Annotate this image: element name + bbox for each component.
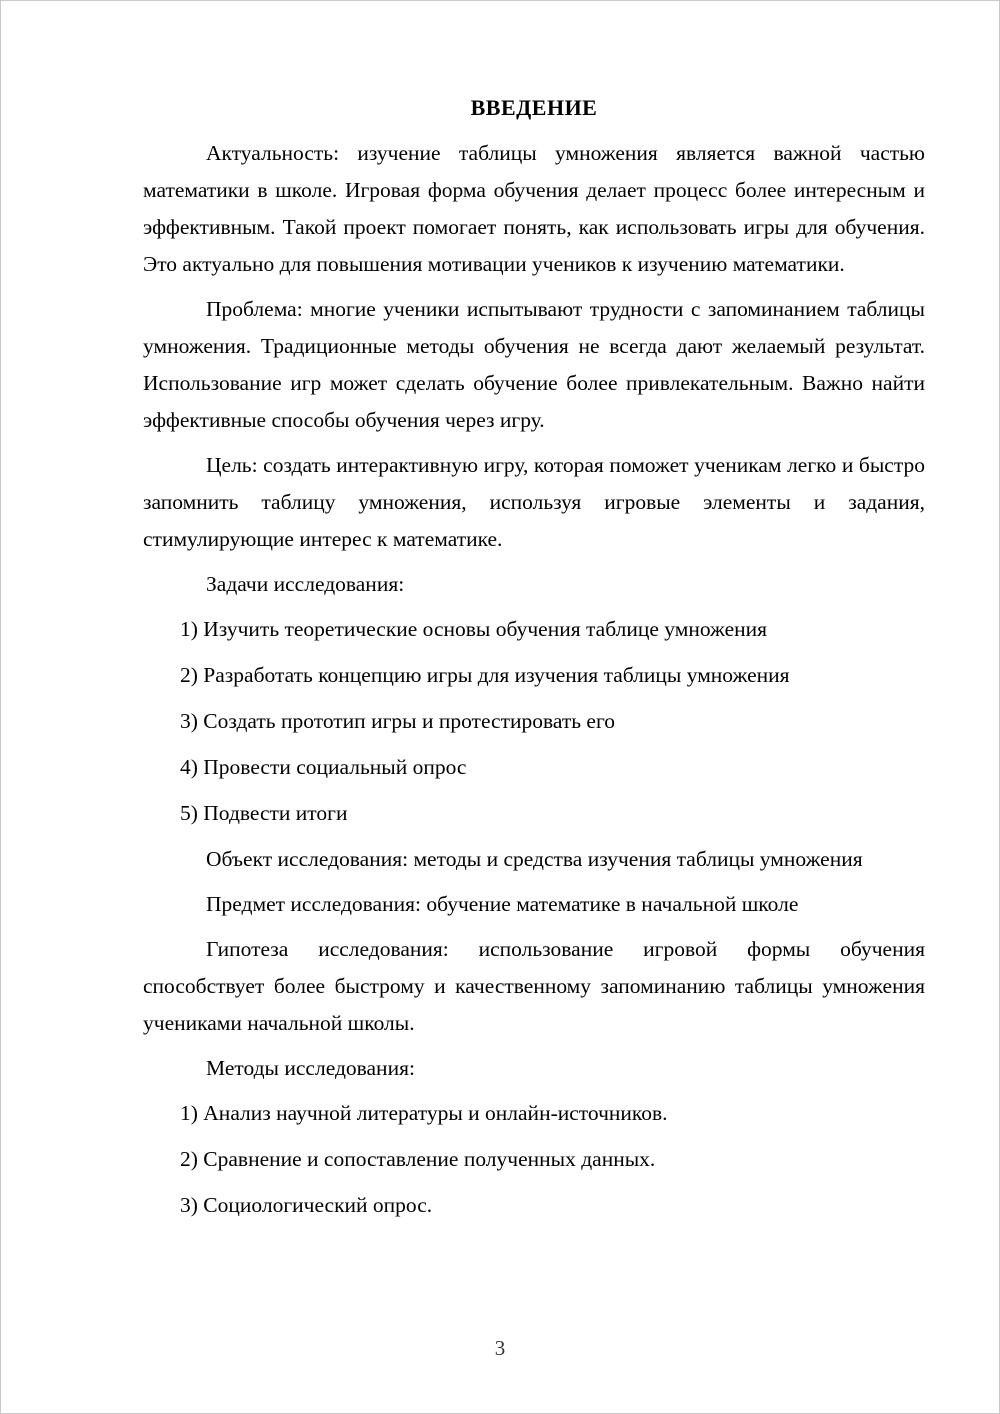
- paragraph-actuality: Актуальность: изучение таблицы умножения является важной частью математики в школе. Игровая форма обучения делает процесс более интересным и эффективным. Такой проект помогает понять, как использовать игры для обучения. Это актуально для повышения мотивации учеников к изучению математики.: [143, 141, 925, 276]
- list-item: 2) Разработать концепцию игры для изучения таблицы умножения: [180, 663, 790, 687]
- page-title: ВВЕДЕНИЕ: [470, 95, 598, 120]
- list-item: 1) Изучить теоретические основы обучения таблице умножения: [180, 617, 768, 641]
- list-item: 4) Провести социальный опрос: [180, 755, 467, 779]
- tasks-heading: Задачи исследования:: [206, 572, 405, 596]
- list-item: 1) Анализ научной литературы и онлайн-источников.: [180, 1101, 668, 1125]
- list-item: 3) Создать прототип игры и протестировать его: [180, 709, 615, 733]
- list-item: 3) Социологический опрос.: [180, 1193, 433, 1217]
- methods-heading: Методы исследования:: [206, 1056, 415, 1080]
- paragraph-hypothesis: Гипотеза исследования: использование игровой формы обучения способствует более быстрому и качественному запоминанию таблицы умножения учениками начальной школы.: [143, 937, 925, 1035]
- list-item: 2) Сравнение и сопоставление полученных данных.: [180, 1147, 656, 1171]
- list-item: 5) Подвести итоги: [180, 801, 348, 825]
- methods-list: [143, 1095, 925, 1224]
- paragraph-problem: Проблема: многие ученики испытывают трудности с запоминанием таблицы умножения. Традиционные методы обучения не всегда дают желаемый результат. Использование игр может сделать обучение более привлекательным. Важно найти эффективные способы обучения через игру.: [143, 297, 925, 432]
- paragraph-subject: Предмет исследования: обучение математике в начальной школе: [206, 892, 799, 916]
- paragraph-object: Объект исследования: методы и средства изучения таблицы умножения: [206, 847, 863, 871]
- tasks-list: [143, 611, 925, 832]
- paragraph-goal: Цель: создать интерактивную игру, которая поможет ученикам легко и быстро запомнить таблицу умножения, используя игровые элементы и задания, стимулирующие интерес к математике.: [143, 453, 925, 551]
- page-number: 3: [494, 1336, 506, 1360]
